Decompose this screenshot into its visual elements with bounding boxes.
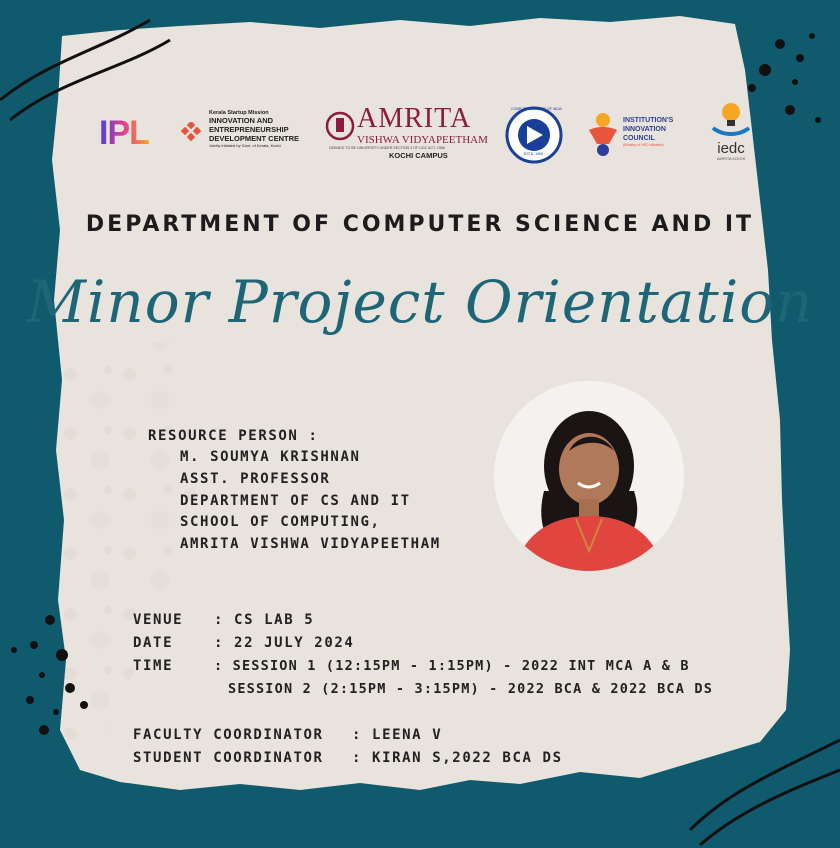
resource-person-university: AMRITA VISHWA VIDYAPEETHAM: [180, 536, 441, 552]
resource-person-heading: RESOURCE PERSON :: [148, 428, 319, 444]
lightbulb-icon: [707, 100, 755, 138]
venue-label: VENUE: [133, 612, 184, 628]
ink-dots-top-right: [748, 33, 821, 123]
iic-emblem-icon: [585, 110, 621, 156]
iedc-logo: iedc AMRITA KOCHI: [707, 100, 755, 164]
date-label: DATE: [133, 635, 174, 651]
csi-logo: [505, 106, 563, 164]
resource-person-department: DEPARTMENT OF CS AND IT: [180, 493, 411, 509]
resource-person-school: SCHOOL OF COMPUTING,: [180, 514, 381, 530]
sponsor-logos: [95, 100, 755, 170]
ipl-logo: IPL: [99, 114, 149, 152]
time-label: TIME: [133, 658, 174, 674]
resource-person-designation: ASST. PROFESSOR: [180, 471, 331, 487]
session-1: : SESSION 1 (12:15PM - 1:15PM) - 2022 INT MCA A & B: [214, 658, 690, 674]
csi-estd-text: ESTD. 1965: [524, 152, 544, 156]
iic-logo: INSTITUTION'S INNOVATION COUNCIL (Ministry of HRD Initiative): [623, 117, 674, 147]
department-heading: DEPARTMENT OF COMPUTER SCIENCE AND IT: [85, 212, 755, 237]
ksum-text-logo: Kerala Startup Mission INNOVATION AND ENTREPRENEURSHIP DEVELOPMENT CENTRE Jointly initiated by Govt. of Kerala, Kochi: [209, 110, 300, 148]
faculty-coordinator-value: : LEENA V: [352, 727, 443, 743]
csi-ring-text: COMPUTER SOCIETY OF INDIA: [511, 107, 562, 111]
date-value: : 22 JULY 2024: [214, 635, 355, 651]
faculty-coordinator-label: FACULTY COORDINATOR: [133, 727, 324, 743]
student-coordinator-value: : KIRAN S,2022 BCA DS: [352, 750, 563, 766]
venue-value: : CS LAB 5: [214, 612, 315, 628]
resource-person-name: M. SOUMYA KRISHNAN: [180, 449, 361, 465]
student-coordinator-label: STUDENT COORDINATOR: [133, 750, 324, 766]
session-2: SESSION 2 (2:15PM - 3:15PM) - 2022 BCA & 2022 BCA DS: [228, 681, 714, 697]
ksum-diamond-icon: [179, 122, 203, 146]
amrita-logo: AMRITA VISHWA VIDYAPEETHAM DEEMED TO BE UNIVERSITY UNDER SECTION 3 OF UGC ACT, 1956 KOCHI CAMPUS: [329, 103, 488, 160]
amrita-emblem-icon: [325, 108, 355, 144]
event-title: Minor Project Orientation: [26, 268, 814, 336]
speaker-photo: [494, 381, 684, 571]
